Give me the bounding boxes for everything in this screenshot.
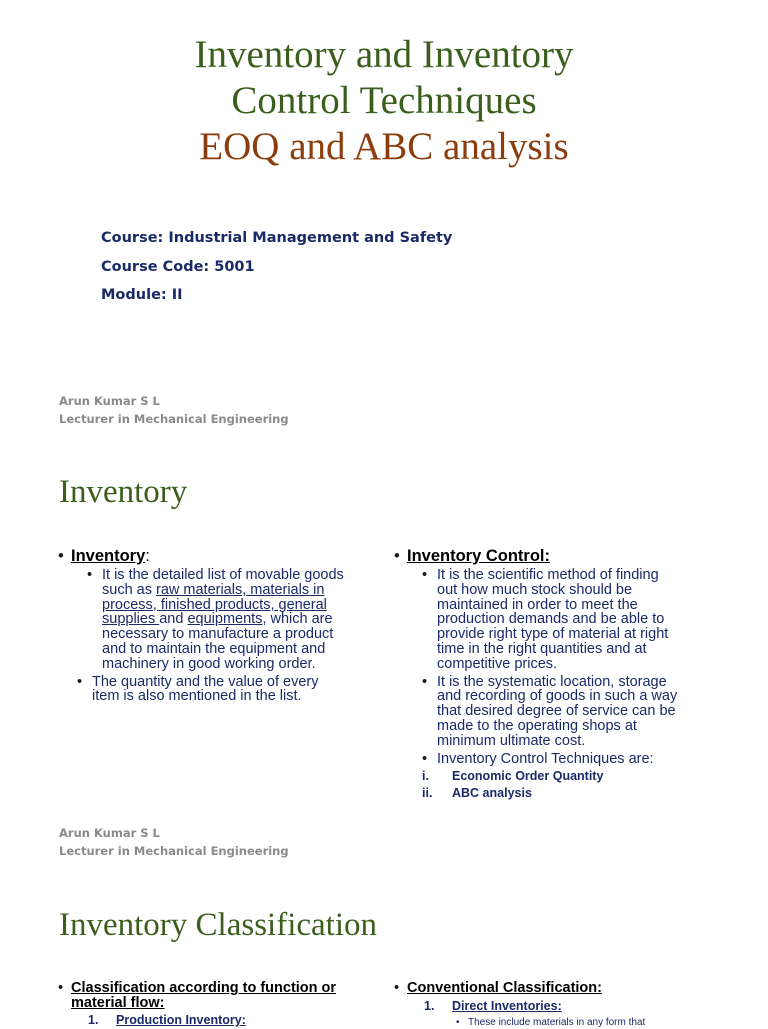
slide-title: Inventory Classification [59, 907, 378, 943]
text-line: • It is the detailed list of movable goods [102, 567, 344, 583]
item-number: 1. [88, 1013, 99, 1027]
text-line: out how much stock should be [437, 581, 633, 598]
direct-inventories-description: • These include materials in any form that [468, 1017, 724, 1029]
course-name: Course: Industrial Management and Safety [101, 230, 453, 246]
text-line [102, 612, 368, 627]
text-line: • Inventory Control Techniques are: [437, 750, 654, 767]
heading-line: • Classification according to function or [71, 980, 337, 996]
text-line: necessary to manufacture a product [102, 626, 334, 643]
inventory-control-bullet [394, 547, 724, 565]
text-line [102, 598, 368, 613]
direct-inventories-item [394, 998, 724, 1015]
author-name: Arun Kumar S L [59, 826, 160, 840]
heading-line: • Conventional Classification: [407, 980, 602, 996]
production-inventory-item [58, 1012, 368, 1029]
heading-line: material flow: [71, 995, 165, 1011]
left-column [58, 981, 368, 1029]
item-label: Production Inventory: [116, 1013, 246, 1027]
title-slide [0, 0, 768, 434]
author-role: Lecturer in Mechanical Engineering [59, 412, 289, 426]
inventory-bullet [58, 547, 368, 565]
text-line: maintained in order to meet the [437, 596, 638, 613]
text-fragment: such as [102, 581, 156, 598]
technique-label: Economic Order Quantity [452, 769, 604, 784]
technique-number: i. [422, 769, 429, 784]
text-fragment-underlined: raw materials, materials in [156, 581, 325, 598]
technique-label: ABC analysis [452, 786, 532, 801]
text-line: production demands and be able to [437, 611, 665, 628]
item-label: Direct Inventories: [452, 999, 562, 1013]
right-column [394, 547, 724, 802]
text-fragment: and [159, 611, 188, 628]
text-line: made to the operating shops at [437, 717, 637, 734]
author-block [59, 824, 289, 860]
technique-number: ii. [422, 786, 433, 801]
text-line: • The quantity and the value of every [92, 673, 319, 690]
text-line: that desired degree of service can be [437, 703, 676, 720]
text-line: competitive prices. [437, 655, 558, 672]
conventional-classification-bullet [394, 981, 724, 996]
technique-item [422, 768, 724, 785]
definition-bullet [87, 568, 368, 672]
text-line [102, 583, 368, 598]
heading-colon: : [145, 547, 150, 565]
author-block [59, 392, 289, 428]
author-name: Arun Kumar S L [59, 394, 160, 408]
text-fragment-underlined: supplies [102, 611, 160, 628]
title-line-1: Inventory and Inventory [194, 33, 574, 76]
text-line: item is also mentioned in the list. [92, 688, 302, 705]
module-label: Module: II [101, 287, 183, 303]
slide-title: Inventory [59, 474, 188, 510]
presentation-title [0, 32, 768, 124]
presentation-subtitle: EOQ and ABC analysis [199, 125, 569, 168]
left-column [58, 547, 368, 704]
text-line: machinery in good working order. [102, 655, 316, 672]
text-line: time in the right quantities and at [437, 640, 647, 657]
text-line: and recording of goods in such a way [437, 688, 678, 705]
text-fragment-underlined: equipments [187, 611, 263, 628]
title-line-2: Control Techniques [231, 79, 537, 122]
classification-slide [0, 867, 768, 1028]
quantity-bullet [77, 675, 368, 705]
item-number: 1. [424, 999, 435, 1013]
function-classification-bullet [58, 981, 368, 1011]
right-column [394, 981, 724, 1029]
inventory-control-heading: Inventory Control: [407, 547, 550, 565]
techniques-bullet [422, 752, 724, 767]
inventory-slide [0, 434, 768, 867]
text-line: provide right type of material at right [437, 626, 669, 643]
text-line: • It is the scientific method of finding [437, 567, 659, 583]
text-line: • It is the systematic location, storage [437, 673, 667, 690]
author-role: Lecturer in Mechanical Engineering [59, 844, 289, 858]
technique-item [422, 785, 724, 802]
text-line: minimum ultimate cost. [437, 732, 586, 749]
inventory-heading: Inventory [71, 547, 146, 565]
text-fragment: , which are [262, 611, 333, 628]
text-line: and to maintain the equipment and [102, 640, 326, 657]
systematic-location-bullet [422, 675, 724, 749]
course-code: Course Code: 5001 [101, 259, 255, 275]
control-definition-bullet [422, 568, 724, 672]
text-fragment-underlined: process, finished products, general [102, 596, 327, 613]
